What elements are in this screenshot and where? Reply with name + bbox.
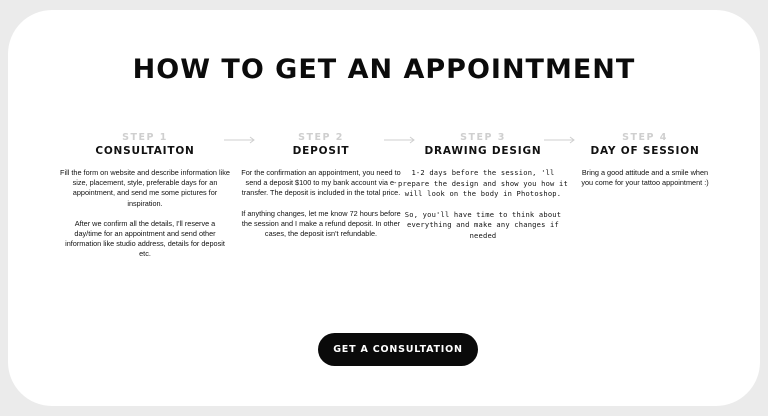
step-name: DAY OF SESSION (590, 145, 700, 157)
step-number: STEP 2 (298, 132, 344, 143)
step-paragraph: For the confirmation an appointment, you need to send a deposit $100 to my bank account via e-transfer. The deposit is included in the total price. (241, 168, 401, 198)
step-description (60, 168, 230, 260)
step-day-of-session (560, 132, 730, 198)
step-paragraph: Fill the form on website and describe information like size, placement, style, preferable days for an appointment, and send me some pictures for inspiration. (60, 168, 230, 208)
step-paragraph: If anything changes, let me know 72 hours before the session and I make a refund deposit. In other cases, the deposit isn't refundable. (241, 208, 401, 239)
step-number: STEP 4 (622, 132, 668, 143)
get-consultation-button[interactable]: GET A CONSULTATION (318, 333, 478, 366)
step-number: STEP 1 (122, 132, 168, 143)
step-name: DEPOSIT (292, 145, 350, 157)
step-drawing-design (398, 132, 568, 252)
step-description (398, 168, 568, 242)
step-paragraph: Bring a good attitude and a smile when you come for your tattoo appointment :) (581, 168, 709, 188)
step-paragraph: 1-2 days before the session, 'll prepare the design and show you how it will look on the body in Photoshop. (398, 168, 568, 199)
step-deposit (236, 132, 406, 249)
step-consultation (60, 132, 230, 270)
page-title: HOW TO GET AN APPOINTMENT (132, 54, 636, 85)
step-description (236, 168, 406, 239)
step-name: DRAWING DESIGN (424, 145, 542, 157)
step-number: STEP 3 (460, 132, 506, 143)
steps-row (0, 132, 768, 302)
step-description (560, 168, 730, 188)
step-paragraph: So, you'll have time to think about everything and make any changes if needed (404, 209, 562, 240)
step-name: CONSULTAITON (95, 145, 195, 157)
step-paragraph: After we confirm all the details, I'll reserve a day/time for an appointment and send other information like studio address, details for deposit etc. (65, 218, 225, 259)
